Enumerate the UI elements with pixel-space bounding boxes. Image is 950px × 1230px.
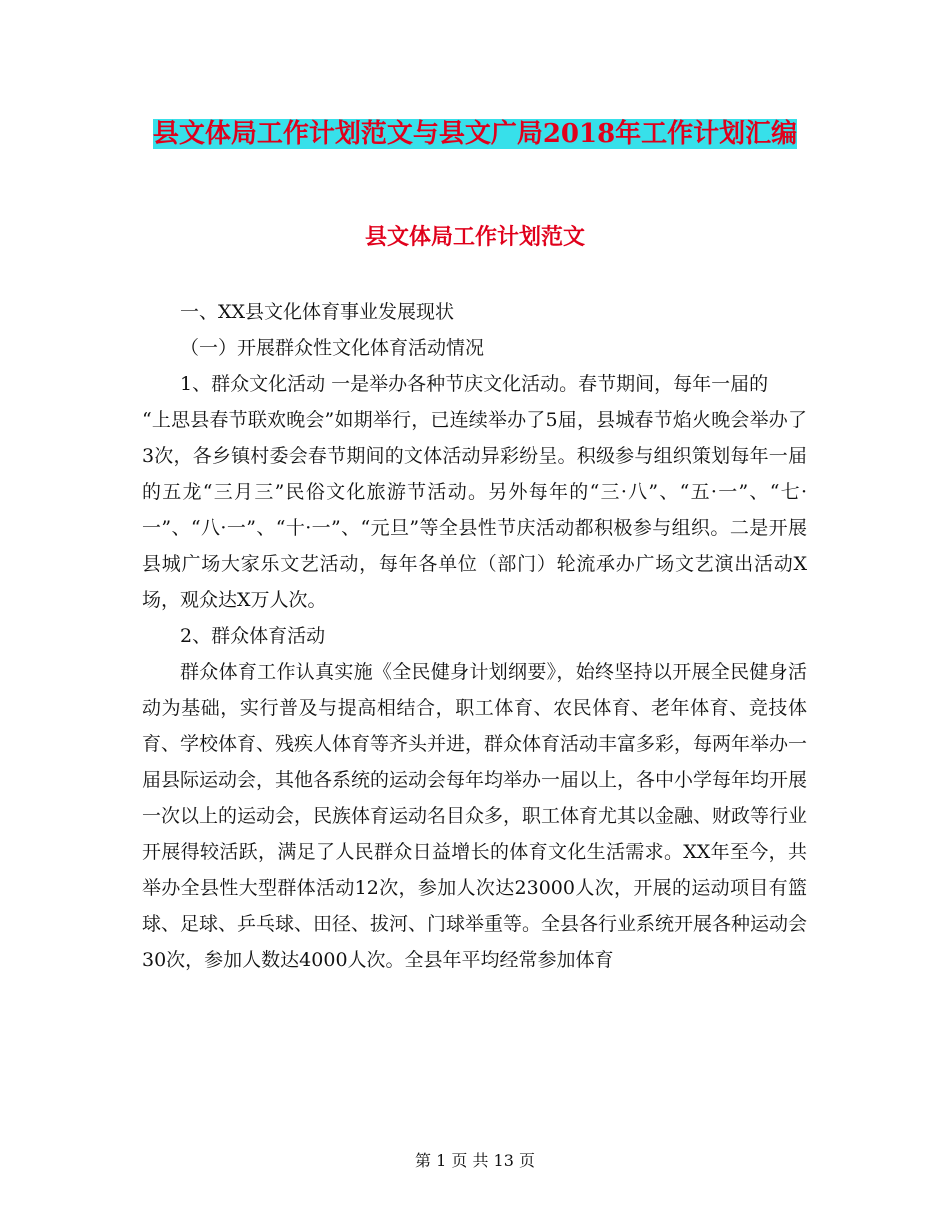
page-footer: 第 1 页 共 13 页 <box>415 1151 535 1170</box>
document-body <box>142 294 807 978</box>
paragraph-sports-body: 群众体育工作认真实施《全民健身计划纲要》，始终坚持以开展全民健身活动为基础，实行普及与提高相结合，职工体育、农民体育、老年体育、竞技体育、学校体育、残疾人体育等齐头并进，群众体育活动丰富多彩，每两年举办一届县际运动会，其他各系统的运动会每年均举办一届以上，各中小学每年均开展一次以上的运动会，民族体育运动名目众多，职工体育尤其以金融、财政等行业开展得较活跃，满足了人民群众日益增长的体育文化生活需求。XX年至今，共举办全县性大型群体活动12次，参加人次达23000人次，开展的运动项目有篮球、足球、乒乓球、田径、拔河、门球举重等。全县各行业系统开展各种运动会30次，参加人数达4000人次。全县年平均经常参加体育 <box>142 661 808 971</box>
paragraph-culture-body: “上思县春节联欢晚会”如期举行，已连续举办了5届，县城春节焰火晚会举办了3次，各乡镇村委会春节期间的文体活动异彩纷呈。积级参与组织策划每年一届的五龙“三月三”民俗文化旅游节活动。另外每年的“三·八”、“五·一”、“七·一”、“八·一”、“十·一”、“元旦”等全县性节庆活动都积极参与组织。二是开展县城广场大家乐文艺活动，每年各单位（部门）轮流承办广场文艺演出活动X场，观众达X万人次。 <box>142 409 807 611</box>
paragraph-heading-1: 一、XX县文化体育事业发展现状 <box>180 301 455 323</box>
document-title-text: 县文体局工作计划范文与县文广局2018年工作计划汇编 <box>152 119 798 149</box>
section-title: 县文体局工作计划范文 <box>364 224 585 250</box>
paragraph-heading-3: 2、群众体育活动 <box>180 625 326 647</box>
paragraph-heading-2: （一）开展群众性文化体育活动情况 <box>180 337 485 359</box>
document-title <box>140 112 810 156</box>
paragraph-culture-intro: 1、群众文化活动 一是举办各种节庆文化活动。春节期间，每年一届的 <box>180 373 769 395</box>
